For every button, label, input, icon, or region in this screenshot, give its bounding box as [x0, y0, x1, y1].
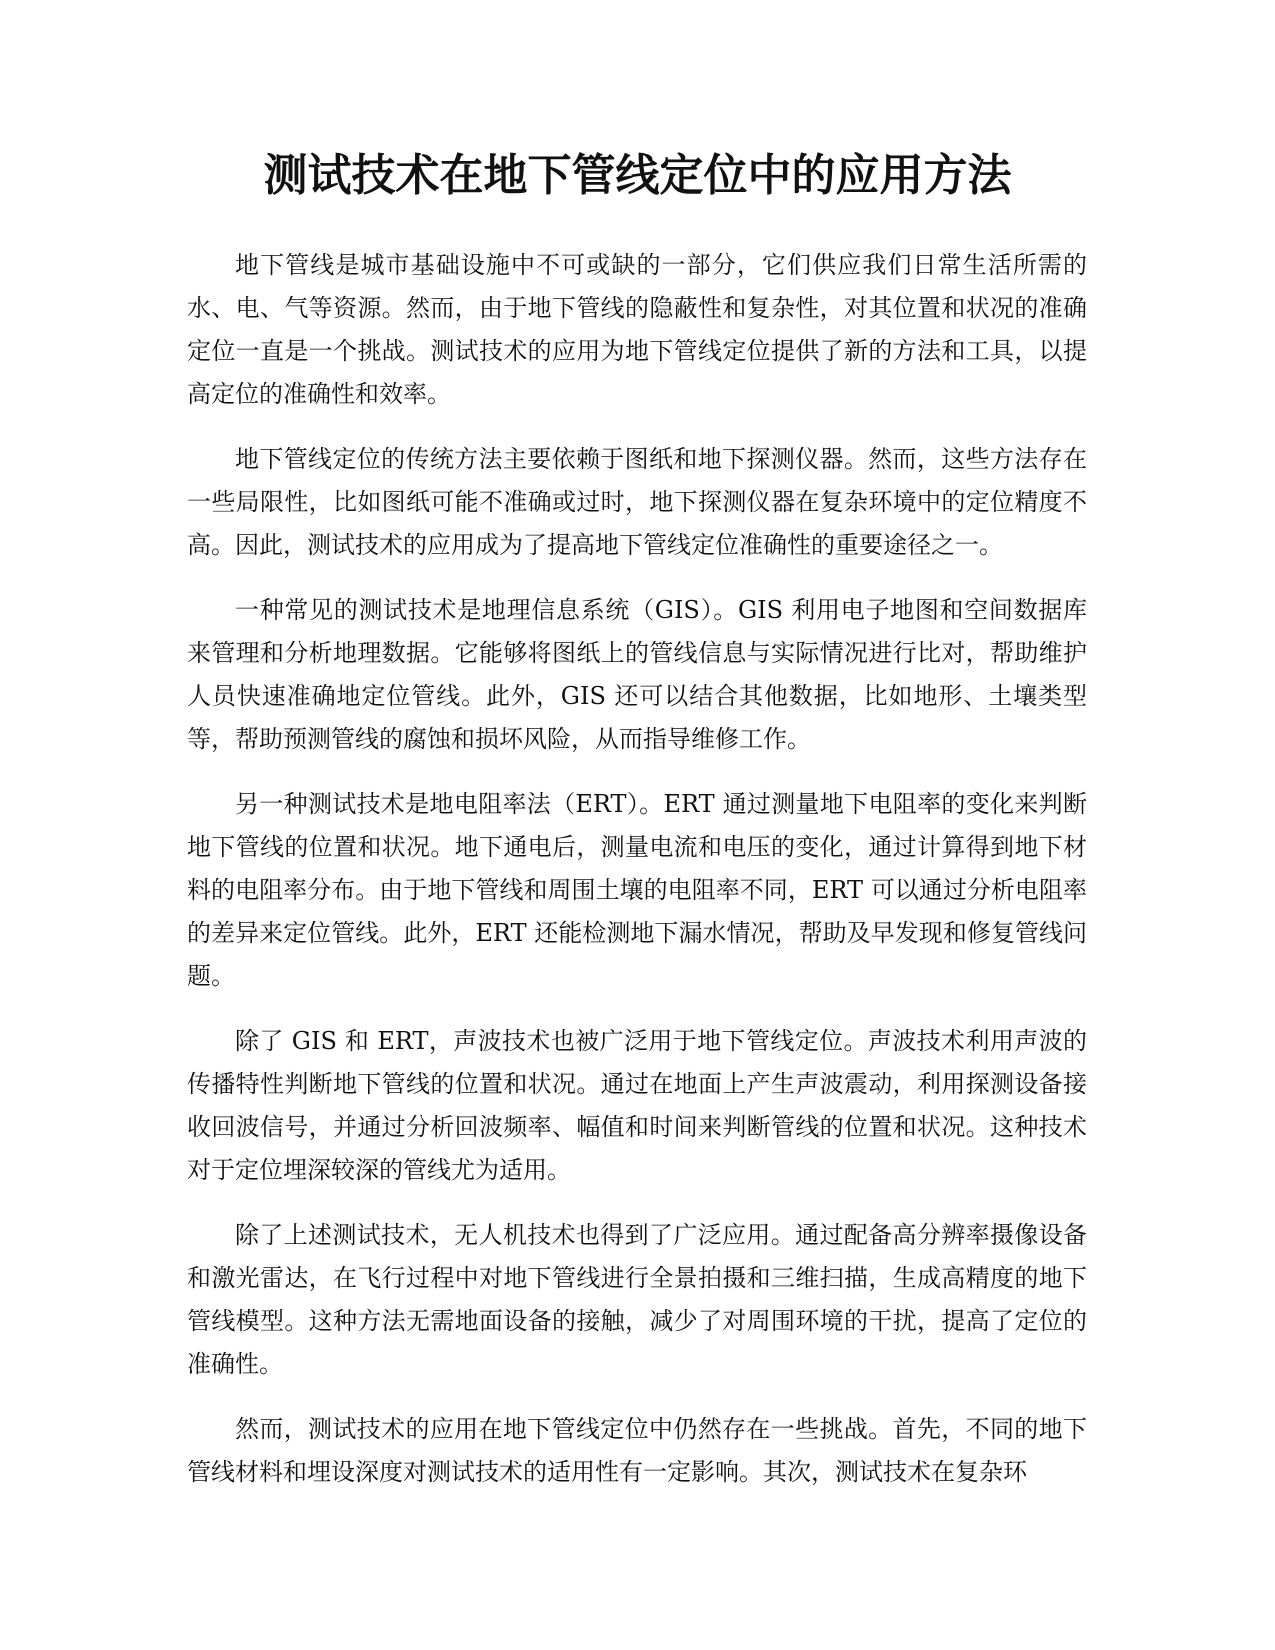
paragraph-6: 除了上述测试技术，无人机技术也得到了广泛应用。通过配备高分辨率摄像设备和激光雷达，在飞行过程中对地下管线进行全景拍摄和三维扫描，生成高精度的地下管线模型。这种方法无需地面设备的接触，减少了对周围环境的干扰，提高了定位的准确性。 — [187, 1221, 1087, 1378]
document-title: 测试技术在地下管线定位中的应用方法 — [263, 150, 1012, 201]
paragraph-4: 另一种测试技术是地电阻率法（ERT）。ERT 通过测量地下电阻率的变化来判断地下管线的位置和状况。地下通电后，测量电流和电压的变化，通过计算得到地下材料的电阻率分布。由于地下管线和周围土壤的电阻率不同，ERT 可以通过分析电阻率的差异来定位管线。此外，ERT 还能检测地下漏水情况，帮助及早发现和修复管线问题。 — [187, 790, 1087, 990]
paragraph-3: 一种常见的测试技术是地理信息系统（GIS）。GIS 利用电子地图和空间数据库来管理和分析地理数据。它能够将图纸上的管线信息与实际情况进行比对，帮助维护人员快速准确地定位管线。此外，GIS 还可以结合其他数据，比如地形、土壤类型等，帮助预测管线的腐蚀和损坏风险，从而指导维修工作。 — [187, 596, 1087, 753]
document-body — [187, 244, 1087, 1516]
paragraph-7: 然而，测试技术的应用在地下管线定位中仍然存在一些挑战。首先，不同的地下管线材料和埋设深度对测试技术的适用性有一定影响。其次，测试技术在复杂环 — [187, 1415, 1087, 1486]
paragraph-5: 除了 GIS 和 ERT，声波技术也被广泛用于地下管线定位。声波技术利用声波的传播特性判断地下管线的位置和状况。通过在地面上产生声波震动，利用探测设备接收回波信号，并通过分析回波频率、幅值和时间来判断管线的位置和状况。这种技术对于定位埋深较深的管线尤为适用。 — [187, 1027, 1087, 1184]
paragraph-2: 地下管线定位的传统方法主要依赖于图纸和地下探测仪器。然而，这些方法存在一些局限性，比如图纸可能不准确或过时，地下探测仪器在复杂环境中的定位精度不高。因此，测试技术的应用成为了提高地下管线定位准确性的重要途径之一。 — [187, 445, 1087, 559]
paragraph-1: 地下管线是城市基础设施中不可或缺的一部分，它们供应我们日常生活所需的水、电、气等资源。然而，由于地下管线的隐蔽性和复杂性，对其位置和状况的准确定位一直是一个挑战。测试技术的应用为地下管线定位提供了新的方法和工具，以提高定位的准确性和效率。 — [187, 251, 1087, 408]
